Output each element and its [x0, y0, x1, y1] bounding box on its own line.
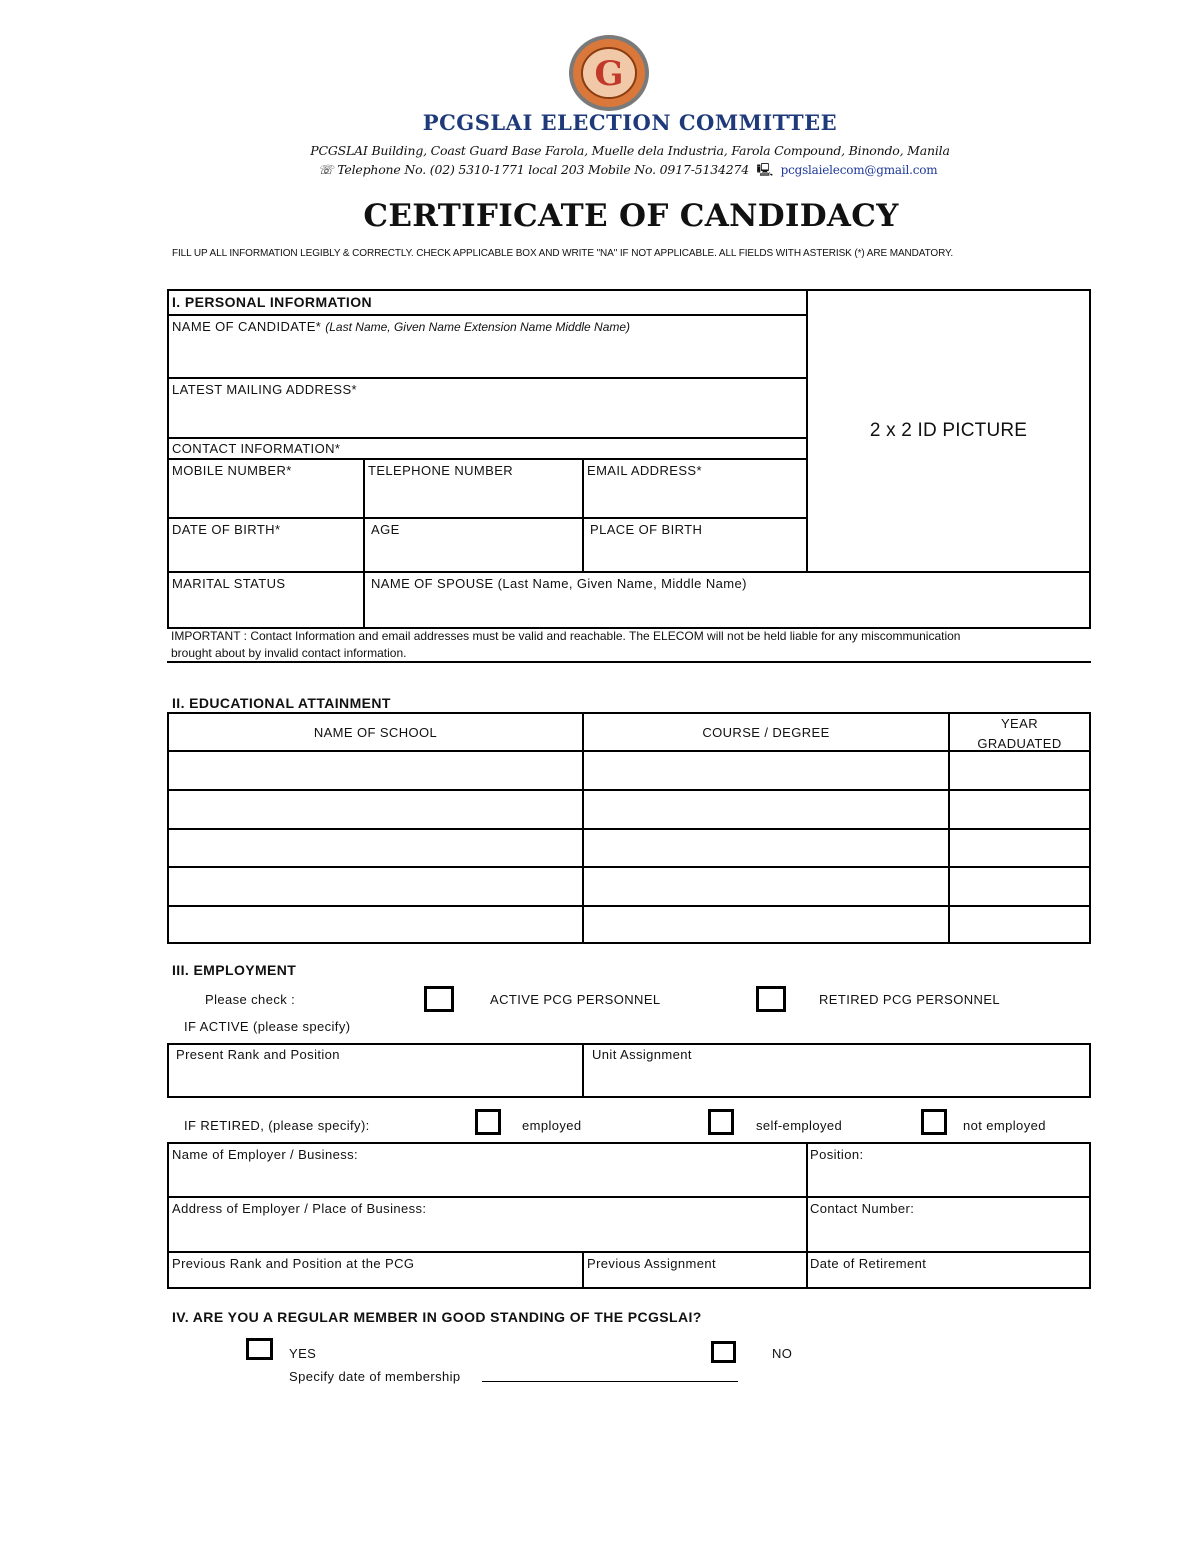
employment-heading: III. EMPLOYMENT [172, 962, 297, 978]
telephone-icon: ☏ [318, 162, 334, 177]
retired-pcg-label: RETIRED PCG PERSONNEL [819, 992, 1001, 1007]
age-field[interactable]: AGE [371, 522, 400, 537]
membership-date-label: Specify date of membership [289, 1369, 461, 1384]
employed-label: employed [522, 1118, 582, 1133]
membership-heading: IV. ARE YOU A REGULAR MEMBER IN GOOD STANDING OF THE PCGSLAI? [172, 1309, 702, 1325]
no-checkbox[interactable] [711, 1341, 736, 1363]
year-column-header-2: GRADUATED [977, 736, 1062, 751]
previous-rank-field[interactable]: Previous Rank and Position at the PCG [172, 1256, 415, 1271]
if-active-label: IF ACTIVE (please specify) [184, 1019, 351, 1034]
org-title: PCGSLAI ELECTION COMMITTEE [422, 110, 838, 135]
contact-info-label: CONTACT INFORMATION* [172, 441, 341, 456]
position-field[interactable]: Position: [810, 1147, 864, 1162]
important-note-line1: IMPORTANT : Contact Information and email addresses must be valid and reachable. The ELECOM will not be held liable for any miscommunication [171, 629, 961, 643]
mailing-address-field[interactable]: LATEST MAILING ADDRESS* [172, 382, 357, 397]
candidate-name-label: NAME OF CANDIDATE* [172, 319, 326, 334]
present-rank-field[interactable]: Present Rank and Position [176, 1047, 340, 1062]
unit-assignment-field[interactable]: Unit Assignment [592, 1047, 692, 1062]
year-column-header-1: YEAR [1000, 716, 1038, 731]
email-link[interactable]: pcgslaielecom@gmail.com [780, 163, 938, 177]
please-check-label: Please check : [205, 992, 296, 1007]
education-row[interactable] [169, 868, 1089, 904]
date-of-birth-field[interactable]: DATE OF BIRTH* [172, 522, 281, 537]
org-address: PCGSLAI Building, Coast Guard Base Farola, Muelle dela Industria, Farola Compound, Binondo, Manila [310, 143, 950, 158]
education-row[interactable] [169, 830, 1089, 865]
education-row[interactable] [169, 752, 1089, 788]
phone-text: Telephone No. (02) 5310-1771 local 203 Mobile No. 0917-5134274 [337, 162, 749, 177]
section-divider [167, 661, 1091, 663]
not-employed-checkbox[interactable] [921, 1109, 947, 1135]
self-employed-checkbox[interactable] [708, 1109, 734, 1135]
school-column-header: NAME OF SCHOOL [313, 725, 438, 740]
self-employed-label: self-employed [756, 1118, 843, 1133]
education-row[interactable] [169, 791, 1089, 827]
employed-checkbox[interactable] [475, 1109, 501, 1135]
membership-date-line[interactable] [482, 1381, 738, 1382]
personal-heading: I. PERSONAL INFORMATION [172, 294, 373, 310]
important-note-line2: brought about by invalid contact information. [171, 646, 407, 660]
contact-line [318, 161, 937, 182]
place-of-birth-field[interactable]: PLACE OF BIRTH [590, 522, 703, 537]
mobile-number-field[interactable]: MOBILE NUMBER* [172, 463, 292, 478]
email-address-field[interactable]: EMAIL ADDRESS* [587, 463, 702, 478]
retired-pcg-checkbox[interactable] [756, 986, 786, 1012]
employer-name-field[interactable]: Name of Employer / Business: [172, 1147, 359, 1162]
contact-number-field[interactable]: Contact Number: [810, 1201, 915, 1216]
document-title: CERTIFICATE OF CANDIDACY [363, 198, 899, 234]
yes-checkbox[interactable] [246, 1338, 273, 1360]
candidate-name-hint: (Last Name, Given Name Extension Name Middle Name) [325, 320, 631, 334]
education-row[interactable] [169, 907, 1089, 942]
active-pcg-label: ACTIVE PCG PERSONNEL [490, 992, 661, 1007]
svg-text:G: G [594, 54, 624, 94]
spouse-name-field[interactable]: NAME OF SPOUSE (Last Name, Given Name, Middle Name) [371, 576, 747, 591]
retirement-date-field[interactable]: Date of Retirement [810, 1256, 927, 1271]
not-employed-label: not employed [963, 1118, 1046, 1133]
organization-logo [568, 34, 650, 112]
active-pcg-checkbox[interactable] [424, 986, 454, 1012]
computer-icon: 🖳 [752, 162, 777, 177]
candidate-name-field[interactable] [172, 319, 630, 334]
education-heading: II. EDUCATIONAL ATTAINMENT [172, 695, 391, 711]
instructions: FILL UP ALL INFORMATION LEGIBLY & CORRECTLY. CHECK APPLICABLE BOX AND WRITE "NA" IF NOT APPLICABLE. ALL FIELDS WITH ASTERISK (*) ARE MANDATORY. [172, 248, 953, 259]
telephone-number-field[interactable]: TELEPHONE NUMBER [368, 463, 514, 478]
course-column-header: COURSE / DEGREE [702, 725, 830, 740]
marital-status-field[interactable]: MARITAL STATUS [172, 576, 286, 591]
id-picture-box[interactable]: 2 x 2 ID PICTURE [869, 420, 1028, 441]
no-label: NO [772, 1346, 793, 1361]
if-retired-label: IF RETIRED, (please specify): [184, 1118, 370, 1133]
employer-address-field[interactable]: Address of Employer / Place of Business: [172, 1201, 427, 1216]
previous-assignment-field[interactable]: Previous Assignment [587, 1256, 716, 1271]
yes-label: YES [289, 1346, 317, 1361]
